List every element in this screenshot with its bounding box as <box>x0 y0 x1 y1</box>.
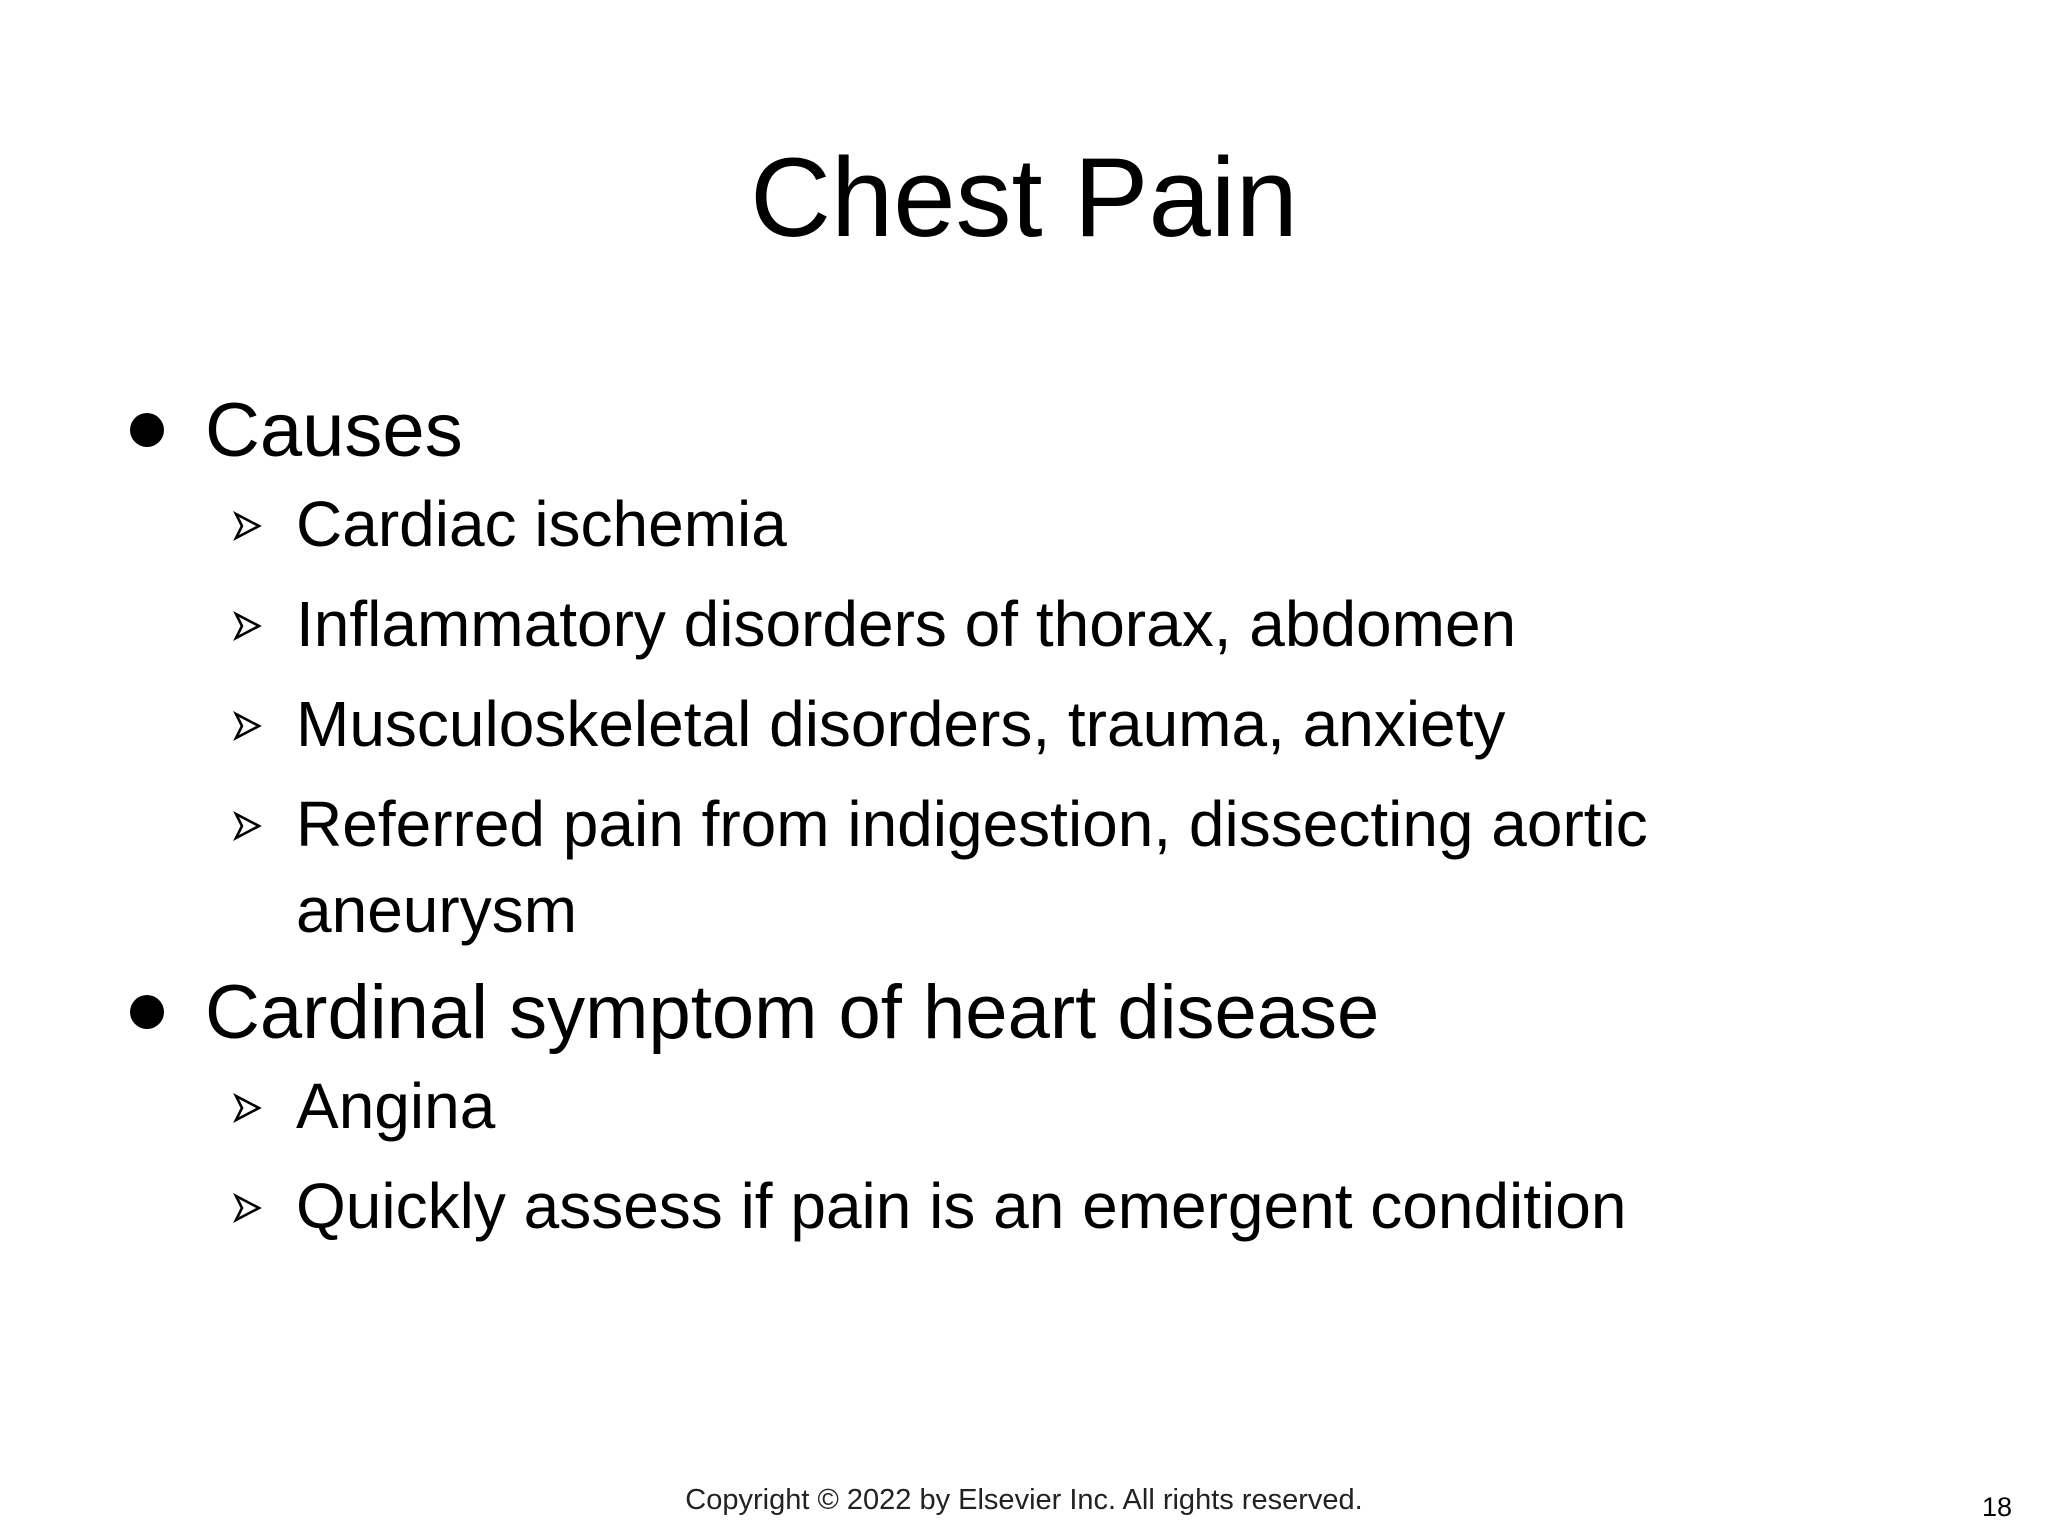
arrowhead-bullet-icon <box>232 811 262 841</box>
arrowhead-bullet-icon <box>232 511 262 541</box>
sub-bullet-item <box>120 481 1940 567</box>
sub-bullet-text: Musculoskeletal disorders, trauma, anxiety <box>296 688 1506 760</box>
sub-bullet-text: Quickly assess if pain is an emergent condition <box>296 1170 1627 1242</box>
round-bullet-icon <box>130 413 164 447</box>
cardinal-sublist <box>120 1063 1940 1249</box>
sub-bullet-item <box>120 681 1940 767</box>
sub-bullet-item <box>120 1163 1940 1249</box>
arrowhead-bullet-icon <box>232 1093 262 1123</box>
slide-title: Chest Pain <box>750 135 1298 260</box>
sub-bullet-item <box>120 1063 1940 1149</box>
round-bullet-icon <box>130 995 164 1029</box>
bullet-causes <box>120 385 1940 477</box>
arrowhead-bullet-icon <box>232 711 262 741</box>
sub-bullet-text: Referred pain from indigestion, dissecting aortic aneurysm <box>296 788 1648 946</box>
sub-bullet-text: Cardiac ischemia <box>296 488 787 560</box>
sub-bullet-text: Inflammatory disorders of thorax, abdomen <box>296 588 1517 660</box>
bullet-label: Causes <box>205 388 463 473</box>
copyright-notice: Copyright © 2022 by Elsevier Inc. All rights reserved. <box>685 1484 1363 1516</box>
page-number: 18 <box>1981 1492 2012 1522</box>
sub-bullet-item <box>120 781 1940 953</box>
bullet-label: Cardinal symptom of heart disease <box>205 970 1380 1055</box>
slide-content <box>120 385 1940 1263</box>
arrowhead-bullet-icon <box>232 1193 262 1223</box>
arrowhead-bullet-icon <box>232 611 262 641</box>
bullet-cardinal-symptom <box>120 967 1940 1059</box>
sub-bullet-item <box>120 581 1940 667</box>
causes-sublist <box>120 481 1940 953</box>
sub-bullet-text: Angina <box>296 1070 496 1142</box>
